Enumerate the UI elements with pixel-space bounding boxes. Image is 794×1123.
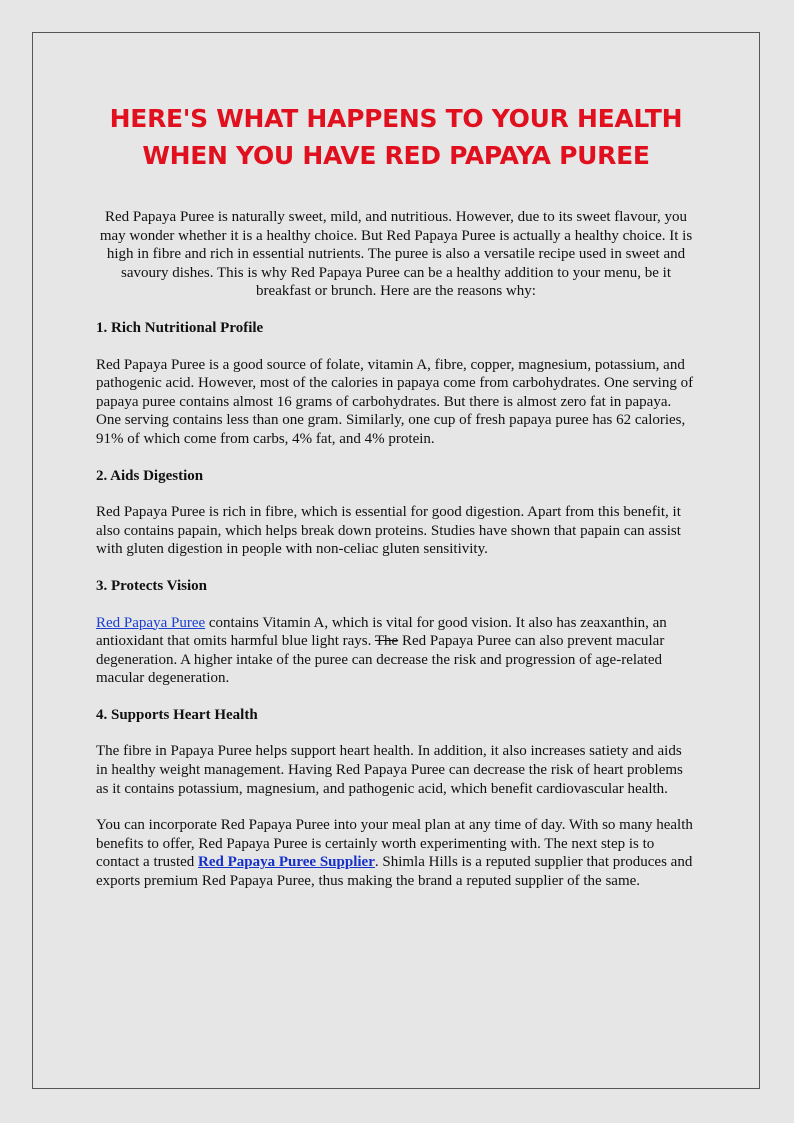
section-body-digestion: Red Papaya Puree is rich in fibre, which is essential for good digestion. Apart from this benefit, it also contains papain, which helps break down proteins. Studies have shown that papain can assist with gluten digestion in people with non-celiac gluten sensitivity.	[96, 504, 681, 558]
title-line-2: WHEN YOU HAVE RED PAPAYA PUREE	[142, 141, 650, 170]
vision-text-a: contains Vitamin A, which is vital for good vision. It also has zeaxanthin, an antioxidant that omits harmful blue light rays.	[96, 614, 667, 650]
closing-text-b: . Shimla Hills is a reputed supplier that produces and exports premium Red Papaya Puree, thus making the brand a reputed supplier of the same.	[96, 854, 693, 890]
vision-text-b: Red Papaya Puree can also prevent macular degeneration. A higher intake of the puree can decrease the risk and progression of age-related macular degeneration.	[96, 633, 665, 687]
page-title	[96, 100, 696, 174]
section-body-heart: The fibre in Papaya Puree helps support heart health. In addition, it also increases satiety and aids in healthy weight management. Having Red Papaya Puree can decrease the risk of heart problems as it contains potassium, magnesium, and pathogenic acid, which benefit cardiovascular health.	[96, 743, 683, 797]
title-line-1: HERE'S WHAT HAPPENS TO YOUR HEALTH	[109, 104, 683, 133]
section-body-nutrition: Red Papaya Puree is a good source of folate, vitamin A, fibre, copper, magnesium, potassium, and pathogenic acid. However, most of the calories in papaya come from carbohydrates. One serving of papaya puree contains almost 16 grams of carbohydrates. But there is almost zero fat in papaya. One serving contains less than one gram. Similarly, one cup of fresh papaya puree has 62 calories, 91% of which come from carbs, 4% fat, and 4% protein.	[96, 356, 694, 447]
section-heading-vision: 3. Protects Vision	[96, 577, 207, 594]
closing-paragraph	[96, 816, 696, 890]
section-body-vision	[96, 614, 696, 688]
supplier-link[interactable]: Red Papaya Puree Supplier	[198, 854, 375, 871]
section-heading-digestion: 2. Aids Digestion	[96, 467, 204, 484]
intro-paragraph: Red Papaya Puree is naturally sweet, mild, and nutritious. However, due to its sweet flavour, you may wonder whether it is a healthy choice. But Red Papaya Puree is actually a healthy choice. It is high in fibre and rich in essential nutrients. The puree is also a versatile recipe used in sweet and savoury dishes. This is why Red Papaya Puree can be a healthy addition to your menu, be it breakfast or brunch. Here are the reasons why:	[99, 209, 693, 300]
section-heading-heart: 4. Supports Heart Health	[96, 706, 258, 723]
red-papaya-puree-link[interactable]: Red Papaya Puree	[96, 614, 206, 631]
struck-word: The	[374, 633, 399, 650]
closing-text-a: You can incorporate Red Papaya Puree into your meal plan at any time of day. With so many health benefits to offer, Red Papaya Puree is certainly worth experimenting with. The next step is to contact a trusted	[96, 817, 693, 871]
document-body	[96, 100, 696, 891]
section-heading-nutrition: 1. Rich Nutritional Profile	[96, 319, 264, 336]
